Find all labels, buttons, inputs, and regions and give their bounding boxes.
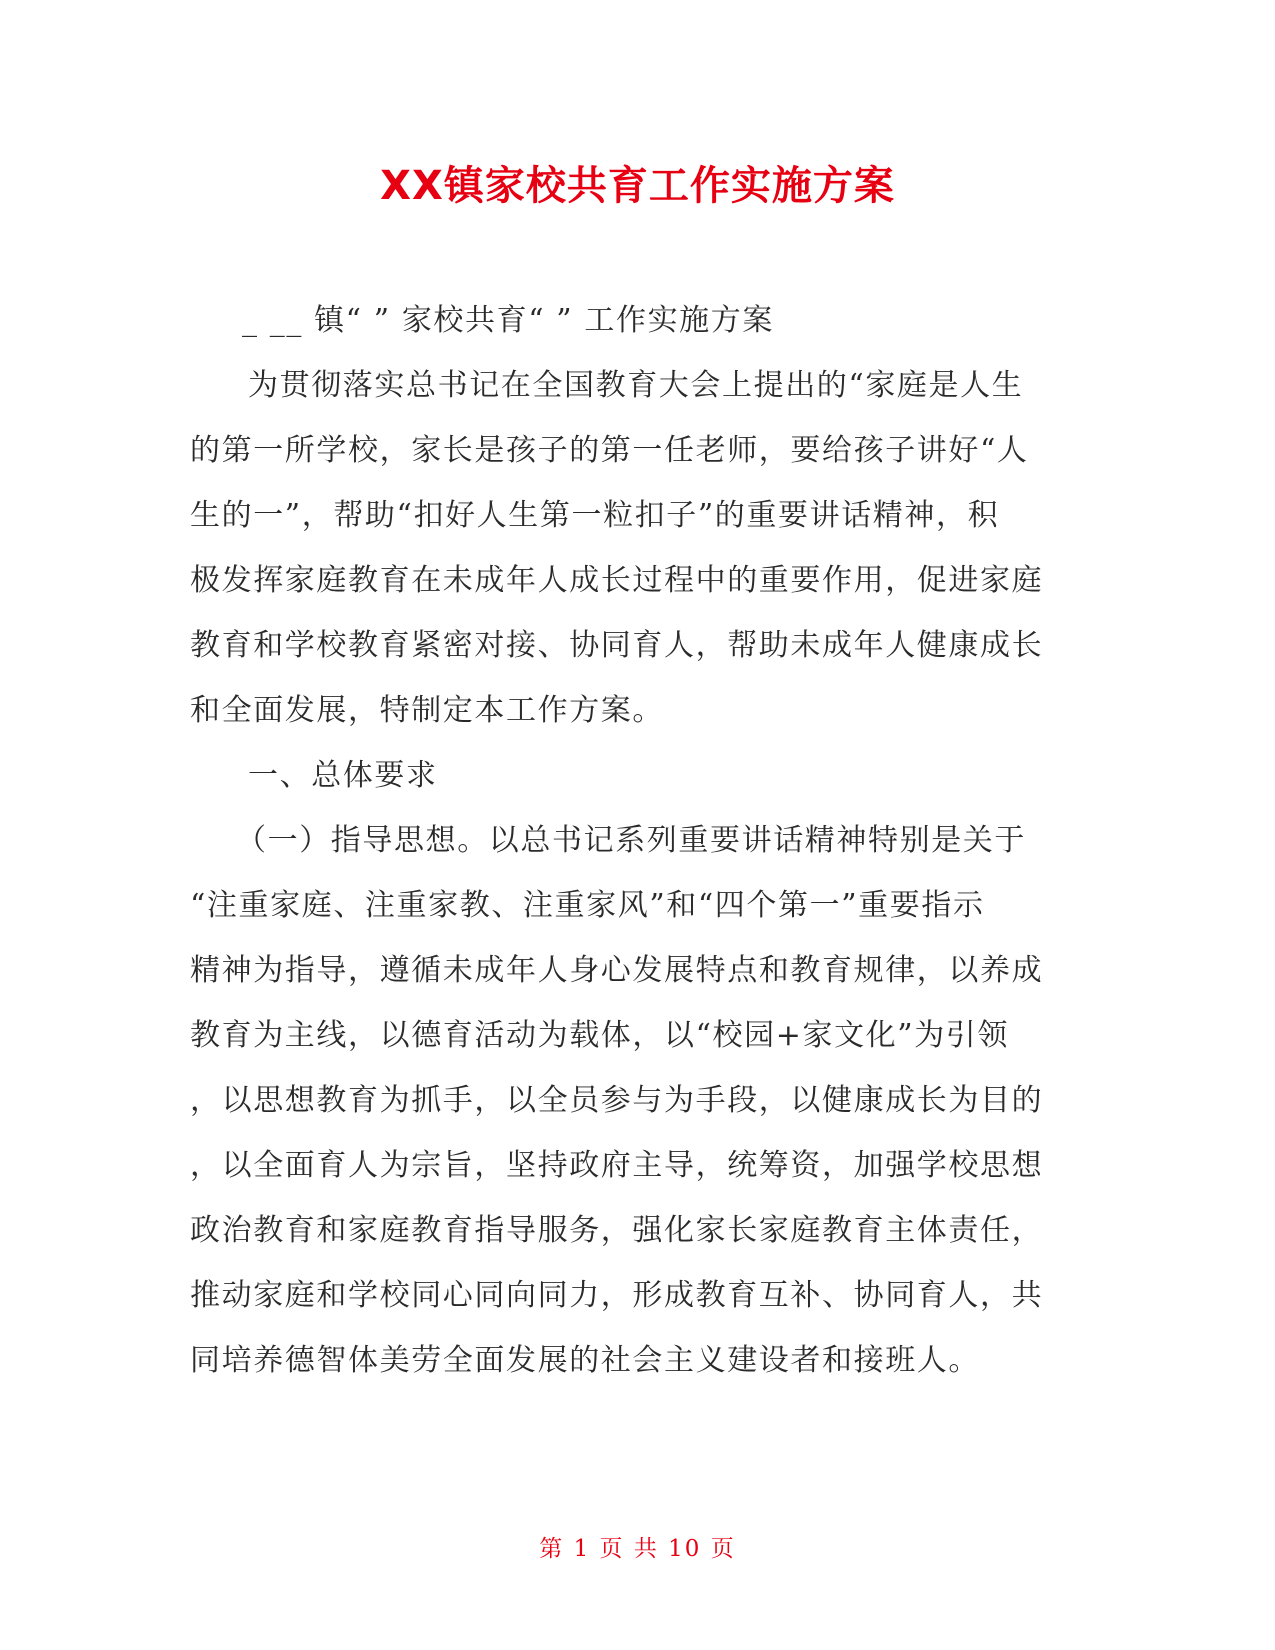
paragraph-line: 精神为指导，遵循未成年人身心发展特点和教育规律，以养成 — [190, 953, 1044, 988]
document-title: XX镇家校共育工作实施方案 — [380, 163, 895, 209]
paragraph-line: （一）指导思想。以总书记系列重要讲话精神特别是关于 — [236, 823, 1026, 858]
paragraph-line: 极发挥家庭教育在未成年人成长过程中的重要作用，促进家庭 — [190, 563, 1044, 598]
document-body — [190, 288, 1085, 1393]
paragraph-line: 生的一”，帮助“扣好人生第一粒扣子”的重要讲话精神，积 — [190, 498, 1000, 533]
paragraph-line: “注重家庭、注重家教、注重家风”和“四个第一”重要指示 — [190, 888, 985, 923]
subtitle-line: _ __ 镇“ ” 家校共育“ ” 工作实施方案 — [242, 303, 774, 338]
paragraph-line: 教育和学校教育紧密对接、协同育人，帮助未成年人健康成长 — [190, 628, 1044, 663]
paragraph-line: 推动家庭和学校同心同向同力，形成教育互补、协同育人，共 — [190, 1278, 1044, 1313]
paragraph-line: 政治教育和家庭教育指导服务，强化家长家庭教育主体责任， — [190, 1213, 1044, 1248]
paragraph-line: 为贯彻落实总书记在全国教育大会上提出的“家庭是人生 — [248, 368, 1024, 403]
paragraph-line: ，以全面育人为宗旨，坚持政府主导，统筹资，加强学校思想 — [190, 1148, 1044, 1183]
paragraph-line: 同培养德智体美劳全面发展的社会主义建设者和接班人。 — [190, 1343, 980, 1378]
section-heading: 一、总体要求 — [248, 758, 438, 793]
page-number-footer: 第 1 页 共 10 页 — [539, 1536, 736, 1562]
paragraph-line: ，以思想教育为抓手，以全员参与为手段，以健康成长为目的 — [190, 1083, 1044, 1118]
paragraph-line: 教育为主线，以德育活动为载体，以“校园+家文化”为引领 — [190, 1018, 1010, 1053]
paragraph-line: 和全面发展，特制定本工作方案。 — [190, 693, 664, 728]
paragraph-line: 的第一所学校，家长是孩子的第一任老师，要给孩子讲好“人 — [190, 433, 1029, 468]
